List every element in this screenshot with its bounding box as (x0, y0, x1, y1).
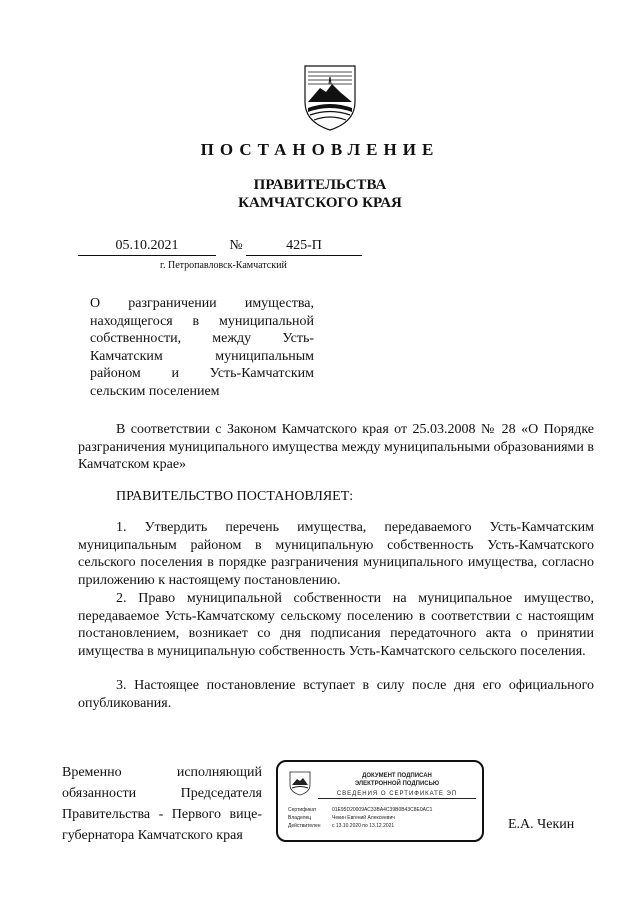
issuer-line-1: ПРАВИТЕЛЬСТВА (253, 177, 387, 193)
issuer-line-2: КАМЧАТСКОГО КРАЯ (238, 195, 402, 211)
certificate-title: СВЕДЕНИЯ О СЕРТИФИКАТЕ ЭП (318, 791, 476, 799)
stamp-header-line: ЭЛЕКТРОННОЙ ПОДПИСЬЮ (354, 781, 440, 787)
validity-value: с 13.10.2020 по 13.12.2021 (332, 823, 395, 829)
electronic-signature-stamp (276, 760, 484, 842)
signer-position-line: обязанности Председателя (62, 786, 262, 801)
owner-row (288, 815, 395, 821)
signer-position-line: губернатора Камчатского края (62, 828, 243, 843)
document-date: 05.10.2021 (78, 238, 216, 256)
signer-name: Е.А. Чекин (508, 817, 575, 832)
document-number: 425-П (246, 238, 362, 256)
clause-1: 1. Утвердить перечень имущества, передаваемого Усть-Камчатским муниципальным районом в муниципальную собственность Усть-Камчатского сельского поселения в порядке разграничения муниципального имущества, согласно приложению к настоящему постановлению. (78, 520, 594, 588)
number-sign: № (229, 238, 243, 253)
signer-position-line: Правительства - Первого вице- (62, 807, 262, 822)
clause-2: 2. Право муниципальной собственности на муниципальное имущество, передаваемое Усть-Камчатскому сельскому поселению в соответствии с настоящим постановлением, возникает со дня подписания передаточного акта о принятии имущества в муниципальную собственность Усть-Камчатского сельского поселения. (78, 591, 594, 659)
kamchatka-coat-of-arms-icon (300, 62, 360, 132)
coat-of-arms-icon (288, 770, 312, 796)
certificate-value: 01E95D20009AC33BA4C39B0B43C8E0AC1 (332, 807, 433, 813)
certificate-row (288, 807, 432, 813)
clause-3: 3. Настоящее постановление вступает в силу после дня его официального опубликования. (78, 678, 594, 711)
owner-label: Владелец (288, 815, 312, 821)
document-subject: О разграничении имущества, находящегося в муниципальной собственности, между Усть-Камчатским муниципальным районом и Усть-Камчатским сельским поселением (90, 296, 314, 399)
signer-position-line: Временно исполняющий (62, 765, 262, 780)
owner-value: Чекин Евгений Алексеевич (332, 815, 395, 821)
resolves-heading: ПРАВИТЕЛЬСТВО ПОСТАНОВЛЯЕТ: (116, 489, 354, 504)
certificate-label: Сертификат (288, 807, 317, 813)
stamp-header-line: ДОКУМЕНТ ПОДПИСАН (362, 773, 432, 779)
preamble-paragraph: В соответствии с Законом Камчатского края от 25.03.2008 № 28 «О Порядке разграничения муниципального имущества между муниципальными образованиями в Камчатском крае» (78, 422, 594, 472)
signer-position (62, 762, 262, 846)
issue-city: г. Петропавловск-Камчатский (160, 260, 287, 271)
validity-row (288, 823, 394, 829)
validity-label: Действителен (288, 823, 321, 829)
registration-line (78, 238, 368, 258)
stamp-header (318, 772, 476, 788)
document-type-title: ПОСТАНОВЛЕНИЕ (200, 140, 440, 159)
